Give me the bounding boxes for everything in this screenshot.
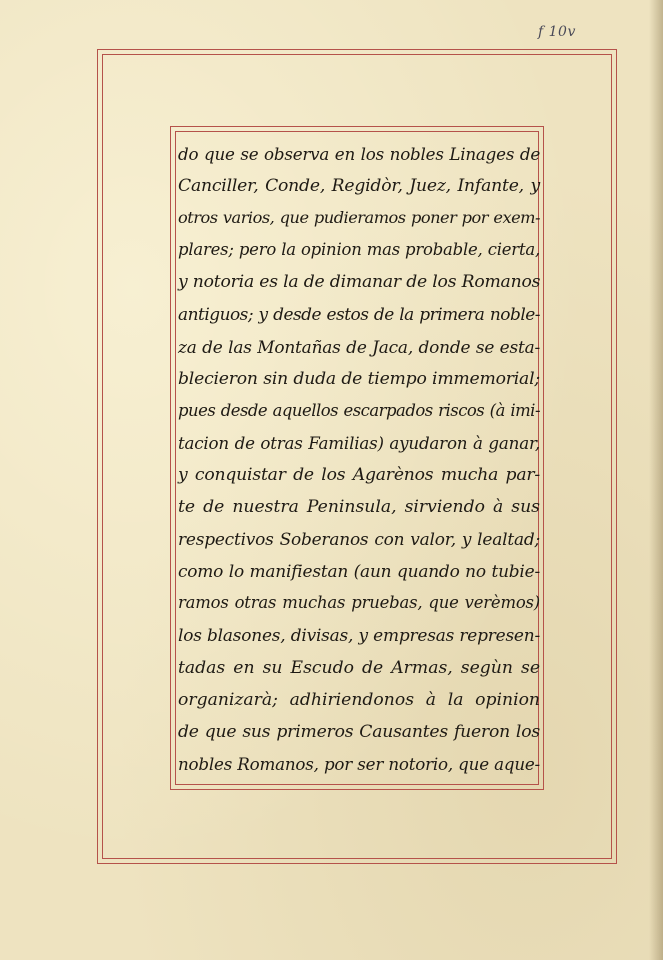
text-line: los blasones, divisas, y empresas represen- — [178, 625, 540, 646]
text-line: antiguos; y desde estos de la primera noble- — [178, 304, 540, 325]
text-line: tadas en su Escudo de Armas, segùn se — [178, 657, 540, 678]
text-line: otros varios, que pudieramos poner por exem- — [178, 208, 540, 228]
text-line: tacion de otras Familias) ayudaron à ganar, — [178, 432, 540, 453]
text-line: y conquistar de los Agarènos mucha par- — [178, 464, 540, 485]
page-edge-shadow — [649, 0, 663, 960]
text-line: blecieron sin duda de tiempo immemorial; — [178, 368, 540, 389]
text-line: y notoria es la de dimanar de los Romanos — [178, 272, 541, 293]
text-line: como lo manifiestan (aun quando no tubie- — [178, 561, 540, 582]
text-line: za de las Montañas de Jaca, donde se esta- — [178, 336, 540, 357]
folio-number: f 10v — [538, 24, 576, 40]
text-line: de que sus primeros Causantes fueron los — [178, 721, 540, 742]
text-line: ramos otras muchas pruebas, que verèmos) — [178, 593, 540, 613]
text-line: organizarà; adhiriendonos à la opinion — [178, 689, 540, 710]
text-line: te de nuestra Peninsula, sirviendo à sus — [178, 497, 540, 518]
text-line: nobles Romanos, por ser notorio, que aque- — [178, 753, 540, 774]
text-line: Canciller, Conde, Regidòr, Juez, Infante, y — [178, 176, 540, 197]
text-line: respectivos Soberanos con valor, y lealtad; — [178, 529, 540, 550]
text-line: plares; pero la opinion mas probable, cierta, — [178, 240, 540, 260]
text-line: do que se observa en los nobles Linages de — [178, 144, 540, 164]
text-line: pues desde aquellos escarpados riscos (à imi- — [178, 400, 540, 420]
text-body — [178, 138, 540, 778]
